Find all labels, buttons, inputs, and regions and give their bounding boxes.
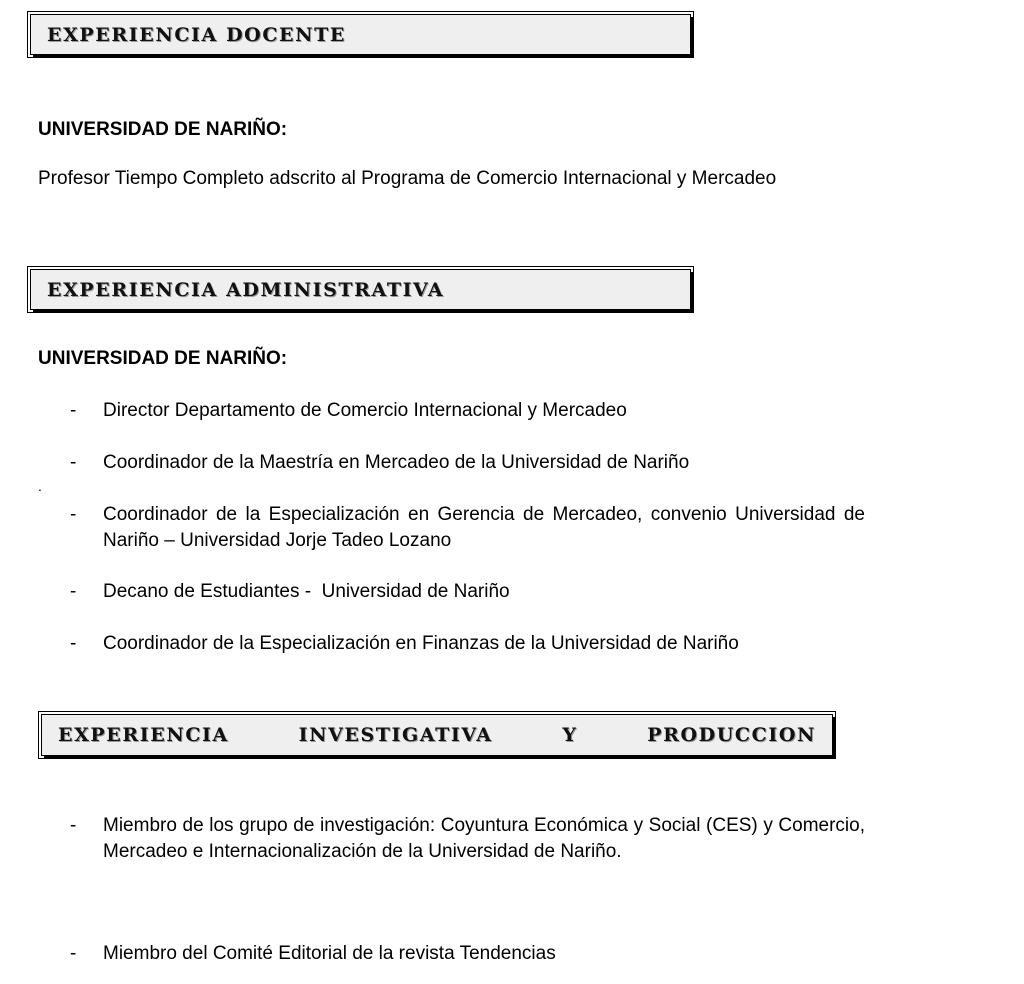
docente-description: Profesor Tiempo Completo adscrito al Programa de Comercio Internacional y Mercadeo <box>38 168 777 189</box>
bullet-dash: - <box>70 581 77 602</box>
section-title: EXPERIENCIA ADMINISTRATIVA <box>47 278 445 301</box>
list-item-text: Coordinador de la Maestría en Mercadeo de la Universidad de Nariño <box>103 452 690 473</box>
bullet-dash: - <box>70 815 77 836</box>
institution-heading-docente: UNIVERSIDAD DE NARIÑO: <box>38 119 288 140</box>
institution-heading-administrativa: UNIVERSIDAD DE NARIÑO: <box>38 348 288 369</box>
section-header-experiencia-docente <box>30 14 691 55</box>
bullet-dash: - <box>70 504 77 525</box>
section-title-word: PRODUCCION <box>647 724 816 746</box>
section-header-experiencia-administrativa <box>30 269 691 310</box>
section-header-experiencia-investigativa <box>41 714 833 756</box>
stray-mark: . <box>38 478 42 494</box>
list-item-text: Coordinador de la Especialización en Finanzas de la Universidad de Nariño <box>103 633 739 654</box>
section-title-word: Y <box>562 724 578 746</box>
list-item-text: Coordinador de la Especialización en Gerencia de Mercadeo, convenio Universidad de Nariño – Universidad Jorje Tadeo Lozano <box>103 504 865 551</box>
list-item-text: Miembro de los grupo de investigación: Coyuntura Económica y Social (CES) y Comercio, Mercadeo e Internacionalización de la Universidad de Nariño. <box>103 815 865 862</box>
section-title-word: EXPERIENCIA <box>58 724 229 746</box>
list-item-text: Miembro del Comité Editorial de la revista Tendencias <box>103 943 556 964</box>
bullet-dash: - <box>70 633 77 654</box>
bullet-dash: - <box>70 452 77 473</box>
list-item-text: Decano de Estudiantes - Universidad de Nariño <box>103 581 510 602</box>
list-item-text: Director Departamento de Comercio Internacional y Mercadeo <box>103 400 627 421</box>
section-title <box>42 715 832 755</box>
section-title-word: INVESTIGATIVA <box>298 724 493 746</box>
bullet-dash: - <box>70 943 77 964</box>
section-title: EXPERIENCIA DOCENTE <box>47 23 346 46</box>
bullet-dash: - <box>70 400 77 421</box>
